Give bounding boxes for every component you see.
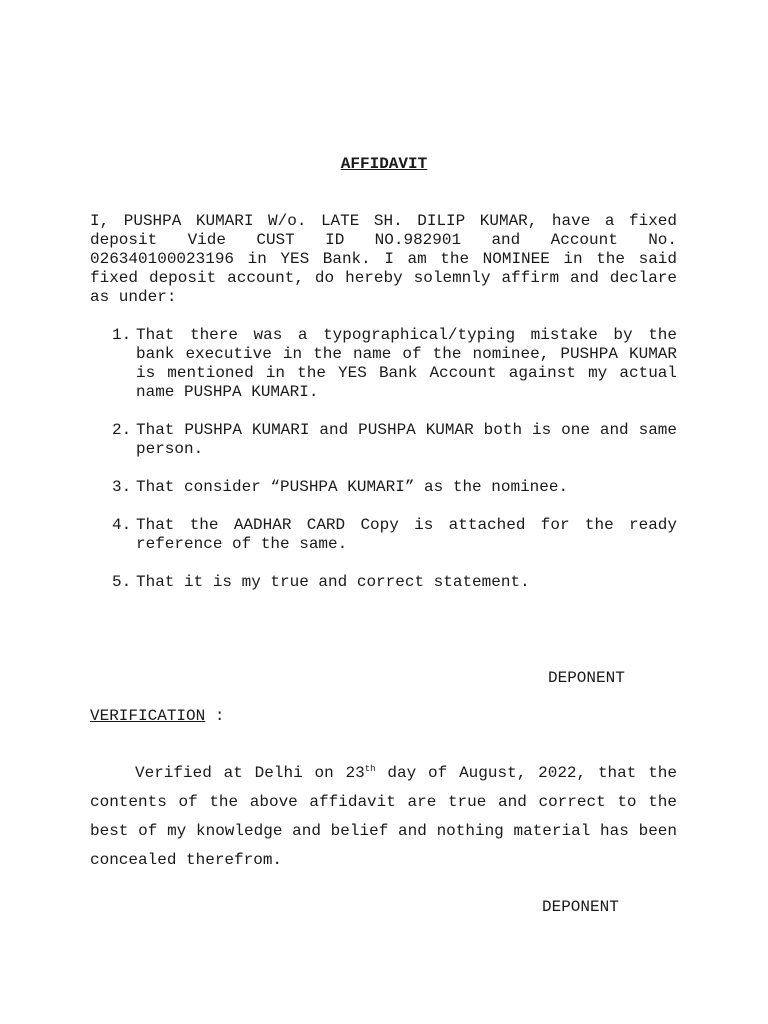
verification-deponent-label: DEPONENT (542, 898, 619, 916)
list-item-text: That the AADHAR CARD Copy is attached for the ready reference of the same. (136, 516, 677, 553)
list-item-number: 1. (112, 326, 132, 344)
list-item-text: That there was a typographical/typing mistake by the bank executive in the name of the nominee, PUSHPA KUMAR is mentioned in the YES Bank Account against my actual name PUSHPA KUMARI. (136, 326, 677, 401)
verification-paragraph (90, 759, 677, 875)
list-item-number: 4. (112, 516, 132, 534)
declaration-list (90, 326, 677, 611)
verification-heading-text: VERIFICATION (90, 707, 206, 725)
verification-text-end: day of August, 2022, that the contents of the above affidavit are true and correct to the best of my knowledge and belief and nothing material has been concealed therefrom. (90, 764, 678, 869)
deponent-label: DEPONENT (548, 669, 625, 687)
ordinal-suffix: th (364, 764, 376, 774)
verification-heading-suffix: : (205, 707, 225, 725)
list-item-number: 3. (112, 478, 132, 496)
list-item-text: That consider “PUSHPA KUMARI” as the nominee. (136, 478, 569, 496)
list-item-number: 5. (112, 573, 132, 591)
verification-heading (90, 707, 224, 726)
document-title: AFFIDAVIT (340, 155, 428, 173)
list-item (90, 573, 677, 592)
verification-text-start: Verified at Delhi on 23 (135, 764, 365, 782)
list-item-text: That it is my true and correct statement. (136, 573, 530, 591)
intro-paragraph: I, PUSHPA KUMARI W/o. LATE SH. DILIP KUMAR, have a fixed deposit Vide CUST ID NO.982901 and Account No. 026340100023196 in YES Bank. I am the NOMINEE in the said fixed deposit account, do hereby solemnly affirm and declare as under: (90, 212, 677, 306)
list-item (90, 516, 677, 554)
list-item (90, 326, 677, 402)
list-item-text: That PUSHPA KUMARI and PUSHPA KUMAR both is one and same person. (136, 421, 677, 458)
list-item (90, 421, 677, 459)
list-item (90, 478, 677, 497)
list-item-number: 2. (112, 421, 132, 439)
